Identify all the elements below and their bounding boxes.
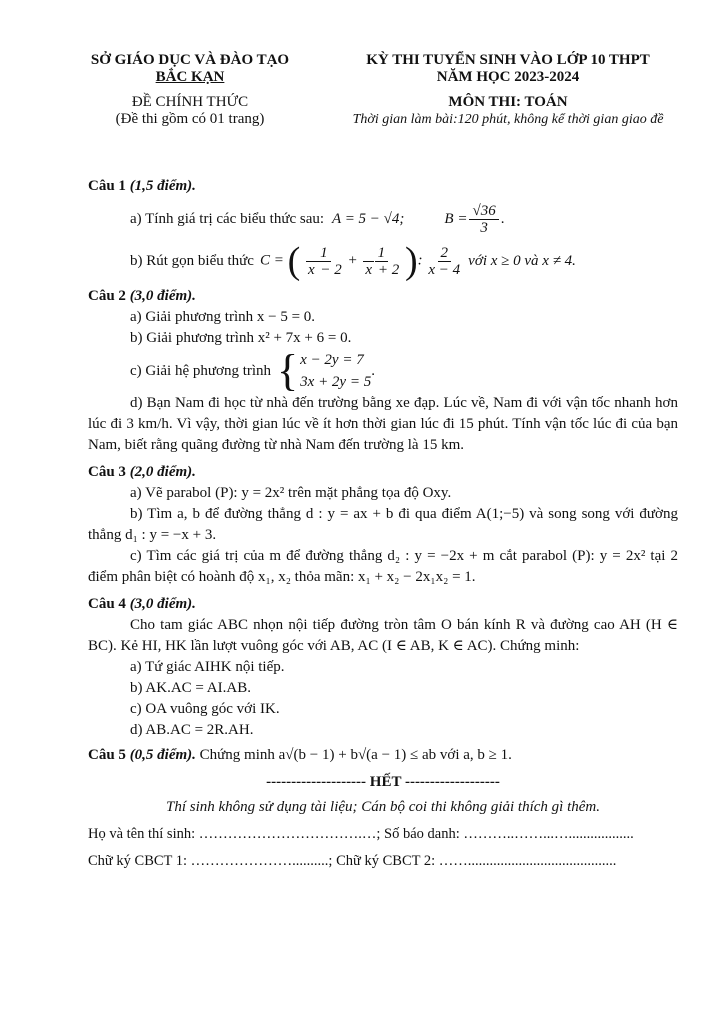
time-allowed: Thời gian làm bài:120 phút, không kể thời gian giao đề	[352, 112, 664, 127]
question-4-intro: Cho tam giác ABC nhọn nội tiếp đường tròn tâm O bán kính R và đường cao AH (H ∈ BC). Kẻ HI, HK lần lượt vuông góc với AB, AC (I ∈ AB, K ∈ AC). Chứng minh:	[88, 617, 678, 654]
fraction-b-numerator: √36	[469, 203, 498, 220]
question-2d: d) Bạn Nam đi học từ nhà đến trường bằng xe đạp. Lúc về, Nam đi với vận tốc nhanh hơn lúc đi 3 km/h. Vì vậy, thời gian lúc về ít hơn thời gian lúc đi 15 phút. Tính vận tốc lúc đi của bạn Nam, biết rằng quãng đường từ nhà Nam đến trường là 15 km.	[88, 395, 678, 453]
question-4-points: (3,0 điểm).	[129, 596, 196, 612]
question-2-title: Câu 2	[88, 288, 126, 304]
question-5-points: (0,5 điểm).	[129, 747, 196, 763]
question-3-points: (2,0 điểm).	[129, 464, 196, 480]
question-4-heading	[88, 594, 678, 615]
header-left	[80, 52, 300, 128]
question-1a-text: a) Tính giá trị các biểu thức sau:	[130, 211, 325, 227]
expression-c: C = ( $\frac{1}{x - 2}$ + $\frac{1}{x + 2}$ ): $\frac{2}{x - 4}$	[259, 240, 461, 282]
end-marker: -------------------- HẾT -------------------	[266, 774, 500, 790]
header-right	[318, 52, 698, 128]
question-2-heading	[88, 286, 678, 307]
question-1-heading	[88, 176, 678, 197]
question-1a-expr-a: A = 5 − √4;	[332, 211, 405, 227]
question-1b	[88, 242, 678, 280]
exam-title: KỲ THI TUYỂN SINH VÀO LỚP 10 THPT	[366, 52, 650, 68]
question-5-text: Chứng minh a√(b − 1) + b√(a − 1) ≤ ab với a, b ≥ 1.	[199, 747, 512, 763]
equation-system: { x − 2y = 7 3x + 2y = 5	[277, 346, 372, 395]
province-name: BẮC KẠN	[155, 69, 225, 85]
question-2-points: (3,0 điểm).	[129, 288, 196, 304]
question-1a: a) Tính giá trị các biểu thức sau: A = 5 − √4; B = $\frac{√36}{3}$ .	[130, 203, 505, 236]
equation-2: 3x + 2y = 5	[300, 374, 372, 390]
subject-title: MÔN THI: TOÁN	[448, 94, 568, 110]
question-4b: b) AK.AC = AI.AB.	[130, 680, 251, 696]
question-3b: b) Tìm a, b để đường thẳng d : y = ax + b đi qua điểm A(1;−5) và song song với đường thẳng d₁ : y = −x + 3.	[88, 506, 678, 543]
department-name: SỞ GIÁO DỤC VÀ ĐÀO TẠO	[90, 52, 290, 68]
question-3c: c) Tìm các giá trị của m để đường thẳng d₂ : y = −2x + m cắt parabol (P): y = 2x² tại 2 điểm phân biệt có hoành độ x₁, x₂ thỏa mãn: x₁ + x₂ − 2x₁x₂ = 1.	[88, 548, 678, 585]
question-4-title: Câu 4	[88, 596, 126, 612]
exam-content	[88, 170, 678, 872]
exam-note: Thí sinh không sử dụng tài liệu; Cán bộ coi thi không giải thích gì thêm.	[166, 799, 600, 815]
school-year: NĂM HỌC 2023-2024	[436, 69, 580, 85]
question-2c-text: c) Giải hệ phương trình	[130, 362, 272, 379]
question-1b-text: b) Rút gọn biểu thức	[130, 252, 254, 269]
official-label: ĐỀ CHÍNH THỨC	[131, 94, 249, 110]
question-2a: a) Giải phương trình x − 5 = 0.	[130, 309, 316, 325]
question-3-title: Câu 3	[88, 464, 126, 480]
question-3-heading	[88, 462, 678, 483]
equation-1: x − 2y = 7	[300, 352, 364, 368]
question-1-title: Câu 1	[88, 178, 126, 194]
question-1-points: (1,5 điểm).	[129, 178, 196, 194]
question-5	[88, 745, 678, 766]
question-1b-condition: với x ≥ 0 và x ≠ 4.	[468, 252, 576, 269]
candidate-info-line: Họ và tên thí sinh: …………………………….…; Số báo danh: ………..……...…..................	[88, 826, 634, 842]
question-5-title: Câu 5	[88, 747, 126, 763]
question-4c: c) OA vuông góc với IK.	[130, 701, 280, 717]
question-1a-fraction-b	[469, 203, 498, 236]
fraction-b-denominator: 3	[480, 220, 488, 236]
question-1a-expr-b-lhs: B =	[444, 211, 468, 227]
question-4d: d) AB.AC = 2R.AH.	[130, 722, 254, 738]
question-4a: a) Tứ giác AIHK nội tiếp.	[130, 659, 285, 675]
question-2b: b) Giải phương trình x² + 7x + 6 = 0.	[130, 330, 352, 346]
question-3a: a) Vẽ parabol (P): y = 2x² trên mặt phẳng tọa độ Oxy.	[130, 485, 452, 501]
page-count-note: (Đề thi gồm có 01 trang)	[115, 111, 265, 127]
supervisor-signature-line: Chữ ký CBCT 1: …………………..........; Chữ ký CBCT 2: …….........................................	[88, 853, 617, 869]
question-2c: c) Giải hệ phương trình { x − 2y = 7 3x + 2y = 5 .	[130, 346, 375, 395]
